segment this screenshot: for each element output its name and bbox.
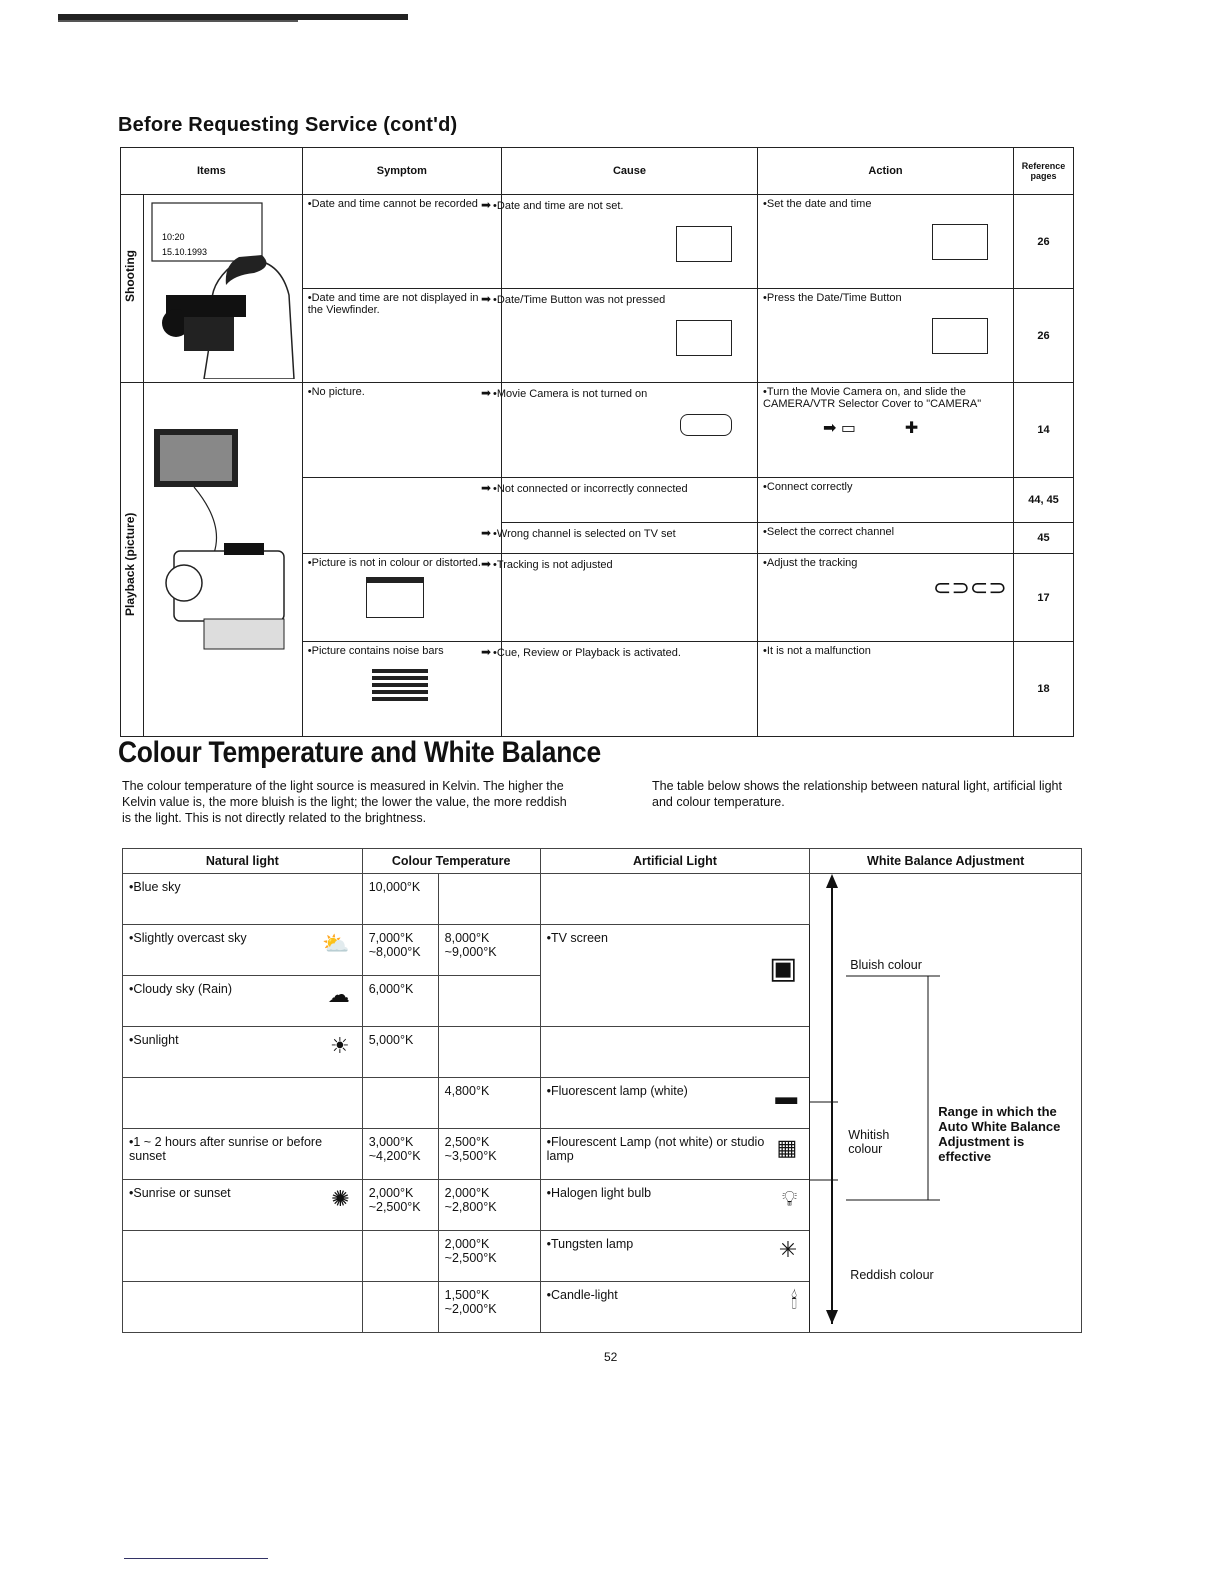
footer-rule <box>124 1558 268 1559</box>
header-artificial: Artificial Light <box>540 849 810 874</box>
cause-text: •Movie Camera is not turned on <box>493 388 648 400</box>
halogen-bulb-icon: 💡︎ <box>781 1186 798 1211</box>
arrow-icon: ➡ <box>480 198 492 212</box>
lcd-blank-icon <box>676 226 732 262</box>
cause-text: •Wrong channel is selected on TV set <box>493 527 676 540</box>
studio-lamp-icon: ▦ <box>776 1135 798 1160</box>
symptom-cell <box>302 553 501 642</box>
lcd-datetime-icon <box>932 224 988 260</box>
table-row <box>121 383 1074 478</box>
natural-cell: •Blue sky <box>123 874 363 925</box>
action-cell: •Select the correct channel <box>758 522 1014 553</box>
service-header-row <box>121 148 1074 195</box>
artificial-cell <box>540 1231 810 1282</box>
temp2-cell: 2,500°K ~3,500°K <box>438 1129 540 1180</box>
sunrise-icon: ✺ <box>331 1186 350 1211</box>
temp2-cell <box>438 1027 540 1078</box>
cause-cell <box>480 383 757 478</box>
cloud-rain-icon: ☁ <box>327 982 350 1007</box>
symptom-cell: •Date and time cannot be recorded <box>302 195 501 289</box>
ref-cell: 14 <box>1014 383 1074 478</box>
tv-icon: ▣ <box>768 952 798 985</box>
natural-cell <box>123 1282 363 1333</box>
white-balance-cell <box>810 874 1082 1333</box>
group-playback <box>121 383 144 737</box>
natural-cell <box>123 925 363 976</box>
ref-cell: 45 <box>1014 522 1074 553</box>
arrow-icon: ➡ <box>480 556 492 571</box>
wb-range-label: Range in which the Auto White Balance Adjustment is effective <box>938 1104 1061 1164</box>
natural-text: •Slightly overcast sky <box>129 931 247 945</box>
action-text: •Set the date and time <box>763 198 872 210</box>
ref-cell: 17 <box>1014 553 1074 642</box>
arrow-icon: ➡ <box>480 525 492 540</box>
cause-cell <box>480 522 757 553</box>
artificial-cell <box>540 1078 810 1129</box>
white-balance-arrows <box>810 874 1080 1324</box>
shooting-illustration <box>143 195 302 383</box>
artificial-cell <box>540 1027 810 1078</box>
wb-whitish-label: Whitish colour <box>848 1128 890 1156</box>
temp2-cell: 8,000°K ~9,000°K <box>438 925 540 976</box>
arrow-icon: ➡ <box>480 645 492 660</box>
artificial-cell <box>540 1180 810 1231</box>
header-items: Items <box>121 148 303 195</box>
symptom-cell: •Date and time are not displayed in the Viewfinder. <box>302 289 501 383</box>
ref-cell: 26 <box>1014 195 1074 289</box>
group-shooting <box>121 195 144 383</box>
cause-text: •Cue, Review or Playback is activated. <box>493 647 681 660</box>
lcd-datetime-icon <box>932 318 988 354</box>
arrow-icon: ➡ <box>480 386 492 400</box>
ref-cell: 18 <box>1014 642 1074 737</box>
header-natural: Natural light <box>123 849 363 874</box>
table-row <box>123 874 1082 925</box>
natural-cell <box>123 1231 363 1282</box>
natural-text: •Cloudy sky (Rain) <box>129 982 233 996</box>
action-cell <box>758 195 1014 289</box>
action-cell <box>758 553 1014 642</box>
symptom-text: •Picture contains noise bars <box>307 645 444 658</box>
temp2-cell <box>438 874 540 925</box>
temp1-cell: 5,000°K <box>362 1027 438 1078</box>
distorted-screen-icon <box>366 577 424 618</box>
artificial-text: •Flourescent Lamp (not white) or studio lamp <box>546 1135 765 1163</box>
section-title-service: Before Requesting Service (cont'd) <box>118 114 458 136</box>
tv-and-camera-illustration <box>144 383 302 733</box>
artificial-cell <box>540 1282 810 1333</box>
symptom-cell <box>302 477 501 522</box>
candle-icon: 🕯︎ <box>791 1288 798 1313</box>
natural-cell: •1 ~ 2 hours after sunrise or before sunset <box>123 1129 363 1180</box>
cause-text: •Date/Time Button was not pressed <box>493 294 666 306</box>
group-label-playback: Playback (picture) <box>123 512 137 616</box>
temp1-cell: 6,000°K <box>362 976 438 1027</box>
cause-text: •Not connected or incorrectly connected <box>493 482 688 495</box>
artificial-text: •Candle-light <box>546 1288 618 1302</box>
colour-temperature-table <box>122 848 1082 1333</box>
cause-cell <box>480 553 757 642</box>
natural-cell <box>123 1078 363 1129</box>
tracking-buttons-icon: ⊂⊃⊂⊃ <box>933 574 1007 600</box>
intro-paragraph: The colour temperature of the light source is measured in Kelvin. The higher the Kelvin value is, the more bluish is the light; the lower the value, the more reddish is the light. This is not directly related to the brightness. <box>122 779 567 825</box>
table-row <box>121 195 1074 289</box>
selector-switch-icon <box>680 414 732 436</box>
ref-cell: 26 <box>1014 289 1074 383</box>
lcd-time: 10:20 <box>161 232 185 242</box>
lcd-blank-icon <box>676 320 732 356</box>
cause-cell <box>480 477 757 522</box>
header-action: Action <box>758 148 1014 195</box>
temp1-cell: 7,000°K ~8,000°K <box>362 925 438 976</box>
header-temp: Colour Temperature <box>362 849 540 874</box>
header-wb: White Balance Adjustment <box>810 849 1082 874</box>
cause-text: •Tracking is not adjusted <box>493 558 613 571</box>
natural-cell <box>123 976 363 1027</box>
arrow-icon: ➡ <box>480 480 492 495</box>
action-text: •Turn the Movie Camera on, and slide the CAMERA/VTR Selector Cover to "CAMERA" <box>763 386 982 410</box>
action-cell: •Connect correctly <box>758 477 1014 522</box>
temp2-cell: 2,000°K ~2,800°K <box>438 1180 540 1231</box>
symptom-text: •Picture is not in colour or distorted. <box>307 556 481 569</box>
header-cause: Cause <box>501 148 757 195</box>
action-text: •Adjust the tracking <box>763 556 858 569</box>
lcd-date: 15.10.1993 <box>161 247 207 257</box>
temp1-cell: 10,000°K <box>362 874 438 925</box>
noise-bars-icon <box>372 667 428 701</box>
section-title-colour: Colour Temperature and White Balance <box>118 736 601 769</box>
artificial-cell <box>540 874 810 925</box>
group-label-shooting: Shooting <box>123 250 137 302</box>
header-rule-thin <box>58 20 298 22</box>
arrow-icon: ➡ <box>480 292 492 306</box>
temp1-cell <box>362 1231 438 1282</box>
artificial-text: •Fluorescent lamp (white) <box>546 1084 688 1098</box>
symptom-cell <box>302 642 501 737</box>
action-text: •Press the Date/Time Button <box>763 292 902 304</box>
cause-cell <box>480 195 757 289</box>
sun-icon: ☀ <box>329 1033 350 1058</box>
natural-text: •Sunlight <box>129 1033 179 1047</box>
action-cell <box>758 289 1014 383</box>
table-intro-paragraph: The table below shows the relationship between natural light, artificial light and colour temperature. <box>652 779 1062 809</box>
temp1-cell <box>362 1282 438 1333</box>
natural-text: •Sunrise or sunset <box>129 1186 231 1200</box>
temp1-cell: 2,000°K ~2,500°K <box>362 1180 438 1231</box>
natural-cell <box>123 1180 363 1231</box>
action-cell <box>758 383 1014 478</box>
tungsten-bulb-icon: ✳ <box>778 1237 798 1262</box>
temp1-cell <box>362 1078 438 1129</box>
fluorescent-tube-icon: ▬ <box>775 1084 798 1109</box>
selector-slide-icon: ➡ ▭ ✚ <box>823 420 919 437</box>
camera-operator-illustration <box>144 195 302 379</box>
temp2-cell: 4,800°K <box>438 1078 540 1129</box>
temp2-cell <box>438 976 540 1027</box>
natural-cell <box>123 1027 363 1078</box>
cause-cell <box>480 289 757 383</box>
temp2-cell: 2,000°K ~2,500°K <box>438 1231 540 1282</box>
artificial-text: •Tungsten lamp <box>546 1237 634 1251</box>
action-cell: •It is not a malfunction <box>758 642 1014 737</box>
cause-text: •Date and time are not set. <box>493 200 624 212</box>
cause-cell <box>480 642 757 737</box>
temp1-cell: 3,000°K ~4,200°K <box>362 1129 438 1180</box>
temp2-cell: 1,500°K ~2,000°K <box>438 1282 540 1333</box>
header-ref: Reference pages <box>1014 148 1074 195</box>
header-symptom: Symptom <box>302 148 501 195</box>
partly-cloudy-icon: ⛅ <box>322 931 350 956</box>
ref-cell: 44, 45 <box>1014 477 1074 522</box>
playback-illustration <box>143 383 302 737</box>
wb-bluish-label: Bluish colour <box>850 958 922 972</box>
page-number: 52 <box>604 1350 618 1364</box>
artificial-text: •TV screen <box>546 931 608 945</box>
symptom-cell: •No picture. <box>302 383 501 478</box>
artificial-text: •Halogen light bulb <box>546 1186 652 1200</box>
colour-header-row <box>123 849 1082 874</box>
artificial-cell <box>540 1129 810 1180</box>
artificial-cell <box>540 925 810 1027</box>
service-table <box>120 147 1074 737</box>
wb-reddish-label: Reddish colour <box>850 1268 934 1282</box>
symptom-cell <box>302 522 501 553</box>
